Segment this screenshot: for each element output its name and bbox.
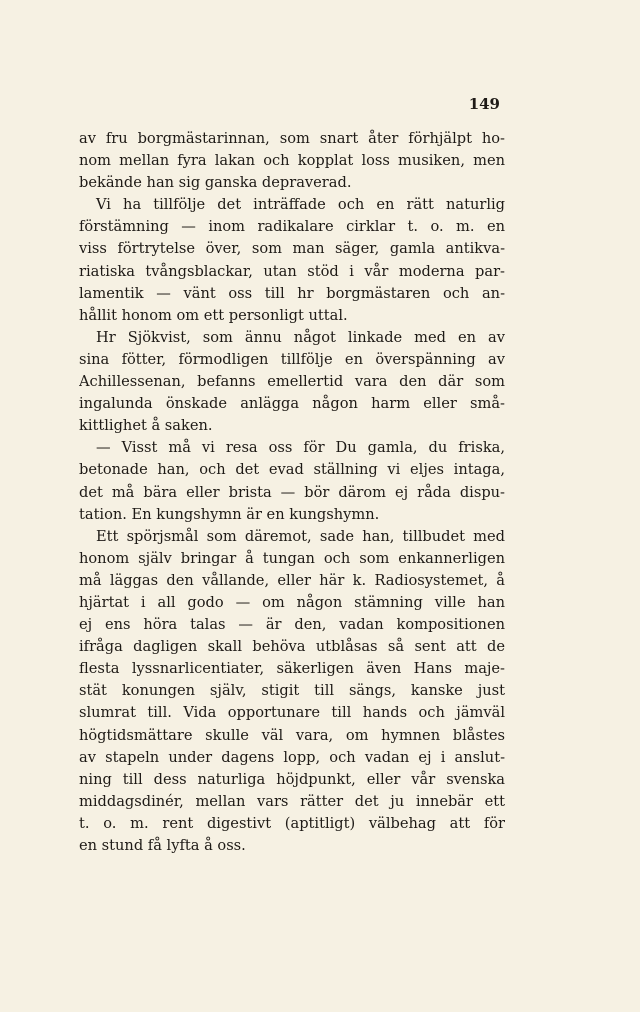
text-line: lamentik — vänt oss till hr borgmästaren och an- (79, 284, 505, 302)
text-line: tation. En kungshymn är en kungshymn. (79, 505, 380, 523)
text-line: ingalunda önskade anlägga någon harm eller små- (79, 395, 505, 413)
text-line: stät konungen själv, stigit till sängs, kanske just (79, 682, 505, 700)
text-line: — Visst må vi resa oss för Du gamla, du friska, (96, 439, 505, 457)
text-line: riatiska tvångsblackar, utan stöd i vår moderna par- (79, 262, 505, 280)
text-line: en stund få lyfta å oss. (79, 837, 246, 854)
text-line: viss förtrytelse över, som man säger, gamla antikva- (79, 240, 505, 258)
text-line: det må bära eller brista — bör därom ej råda dispu- (79, 483, 505, 501)
text-line: t. o. m. rent digestivt (aptitligt) välbehag att för (79, 814, 505, 832)
text-line: hållit honom om ett personligt uttal. (79, 306, 348, 324)
text-line: Ett spörjsmål som däremot, sade han, tillbudet med (96, 527, 505, 545)
text-line: Hr Sjökvist, som ännu något linkade med en av (96, 328, 505, 346)
text-line: av fru borgmästarinnan, som snart åter förhjälpt ho- (79, 130, 505, 147)
text-line: ifråga dagligen skall behöva utblåsas så sent att de (79, 638, 505, 656)
text-line: honom själv bringar å tungan och som enkannerligen (79, 549, 505, 567)
text-line: bekände han sig ganska depraverad. (79, 174, 352, 192)
text-line: hjärtat i all godo — om någon stämning ville han (79, 593, 505, 611)
text-line: må läggas den vållande, eller här k. Radiosystemet, å (79, 571, 505, 589)
text-line: ning till dess naturliga höjdpunkt, eller vår svenska (79, 770, 505, 788)
text-line: betonade han, och det evad ställning vi eljes intaga, (79, 461, 505, 479)
text-line: Vi ha tillfölje det inträffade och en rätt naturlig (96, 196, 505, 214)
text-line: Achillessenan, befanns emellertid vara den där som (79, 373, 505, 391)
body-text (79, 128, 505, 857)
text-line: nom mellan fyra lakan och kopplat loss musiken, men (79, 152, 505, 170)
text-line: middagsdinér, mellan vars rätter det ju innebär ett (79, 792, 505, 810)
text-line: av stapeln under dagens lopp, och vadan ej i anslut- (79, 748, 505, 766)
text-line: högtidsmättare skulle väl vara, om hymnen blåstes (79, 726, 505, 744)
page-number: 149 (468, 95, 500, 113)
text-line: slumrat till. Vida opportunare till hands och jämväl (79, 704, 505, 722)
text-line: förstämning — inom radikalare cirklar t. o. m. en (79, 218, 505, 236)
text-line: ej ens höra talas — är den, vadan kompositionen (79, 616, 505, 634)
text-line: sina fötter, förmodligen tillfölje en överspänning av (79, 350, 505, 368)
text-line: flesta lyssnarlicentiater, säkerligen även Hans maje- (79, 660, 505, 678)
text-line: kittlighet å saken. (79, 417, 213, 435)
